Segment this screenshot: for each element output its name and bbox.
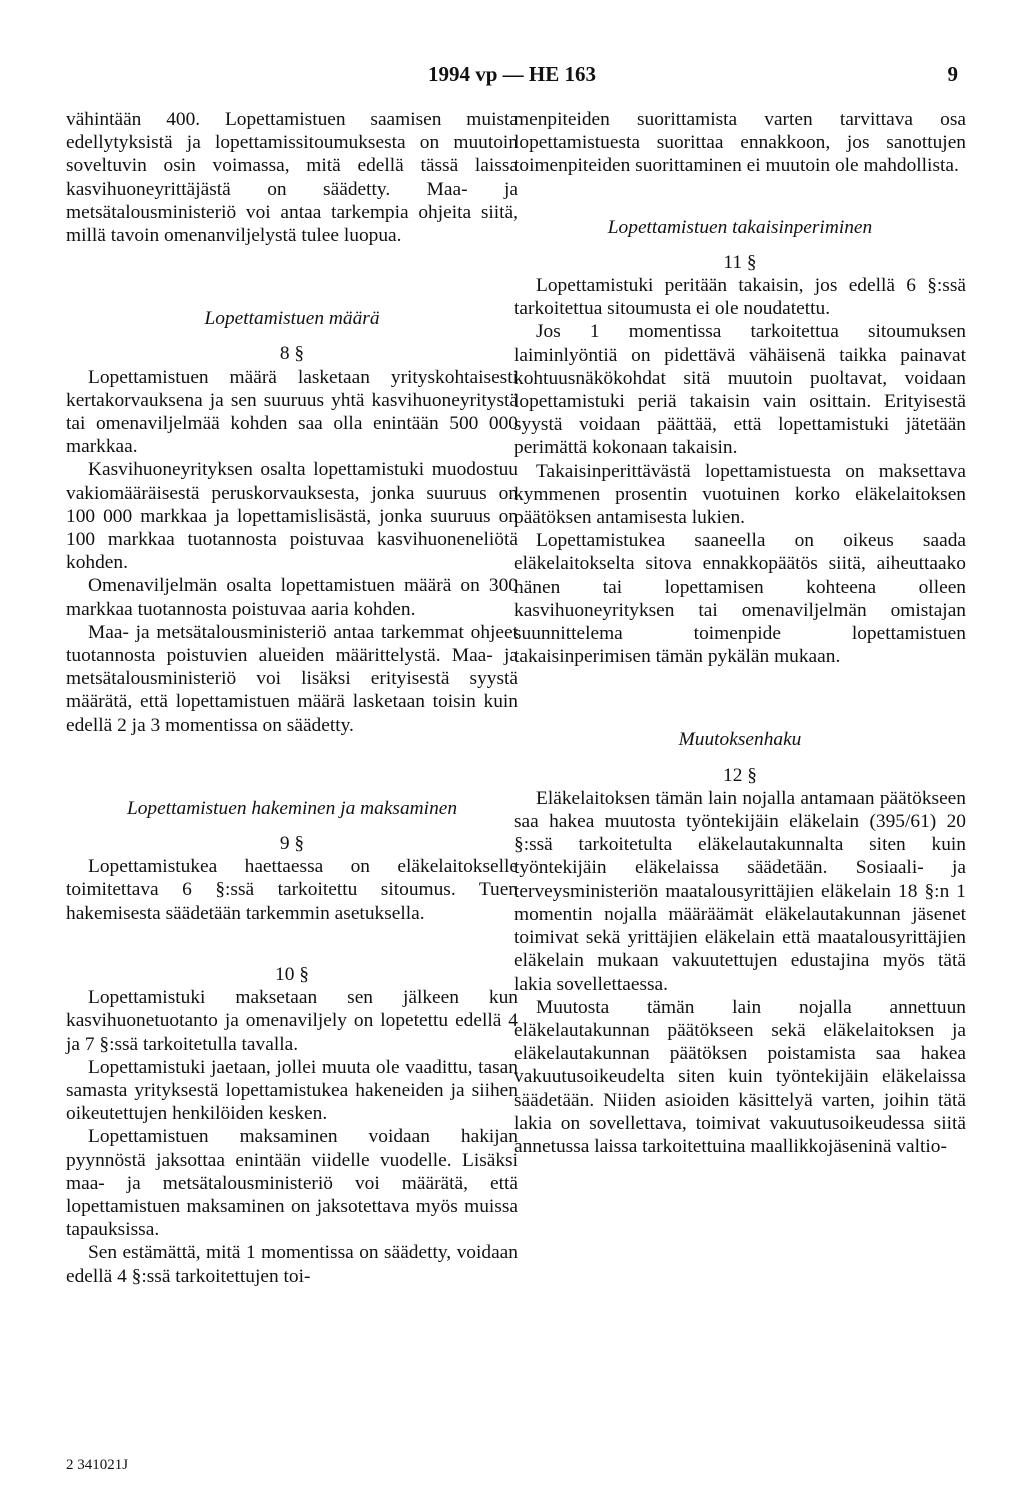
page-header-title: 1994 vp — HE 163 xyxy=(427,62,597,86)
paragraph: menpiteiden suorittamista varten tarvittava osa lopettamistuesta suorittaa ennakkoon, jos sanottujen toimenpiteiden suorittaminen ei muutoin ole mahdollista. xyxy=(514,109,966,177)
section-heading: Muutoksenhaku xyxy=(678,729,802,751)
paragraph: Lopettamistuki peritään takaisin, jos edellä 6 §:ssä tarkoitettua sitoumusta ei ole noudatettu. xyxy=(514,275,966,320)
paragraph: Kasvihuoneyrityksen osalta lopettamistuki muodostuu vakiomääräisestä peruskorvauksesta, jonka suuruus on 100 000 markkaa ja lopettamislisästä, jonka suuruus on 100 markkaa tuotannosta poistuvaa kasvihuoneneliötä kohden. xyxy=(66,459,518,574)
section-number: 11 § xyxy=(723,251,757,273)
paragraph: Lopettamistukea saaneella on oikeus saada eläkelaitokselta sitova ennakkopäätös siitä, aiheuttaako hänen tai lopettamisen kohteena olleen kasvihuoneyrityksen tai omenaviljelmän omistajan suunnittelema toimenpide lopettamistuen takaisinperimisen tämän pykälän mukaan. xyxy=(514,530,966,668)
paragraph: Muutosta tämän lain nojalla annettuun eläkelautakunnan päätökseen sekä eläkelaitoksen ja eläkelautakunnan päätöksen poistamista saa hakea vakuutusoikeudelta siten kuin työntekijäin eläkelaissa säädetään. Niiden asioiden käsittelyä varten, joihin tätä lakia on sovellettava, toimivat vakuutusoikeudessa siitä annetussa laissa tarkoitettuina maallikkojäseninä valtio- xyxy=(514,996,966,1157)
page-number: 9 xyxy=(947,62,958,86)
paragraph: Omenaviljelmän osalta lopettamistuen määrä on 300 markkaa tuotannosta poistuvaa aaria kohden. xyxy=(66,575,518,620)
paragraph: Maa- ja metsätalousministeriö antaa tarkemmat ohjeet tuotannosta poistuvien alueiden määrittelystä. Maa- ja metsätalousministeriö voi lisäksi erityisestä syystä määrätä, että lopettamistuen määrä lasketaan toisin kuin edellä 2 ja 3 momentissa on säädetty. xyxy=(66,621,518,736)
footer-code: 2 341021J xyxy=(66,1457,129,1473)
right-column xyxy=(514,108,966,1158)
section-heading: Lopettamistuen määrä xyxy=(204,308,380,330)
section-heading: Lopettamistuen hakeminen ja maksaminen xyxy=(126,797,458,819)
section-number: 9 § xyxy=(279,833,305,855)
section-number: 8 § xyxy=(279,343,305,365)
paragraph: vähintään 400. Lopettamistuen saamisen muista edellytyksistä ja lopettamissitoumuksesta on muutoin soveltuvin osin voimassa, mitä edellä tässä laissa kasvihuoneyrittäjästä on säädetty. Maa- ja metsätalousministeriö voi antaa tarkempia ohjeita siitä, millä tavoin omenanviljelystä tulee luopua. xyxy=(66,109,518,247)
paragraph: Eläkelaitoksen tämän lain nojalla antamaan päätökseen saa hakea muutosta työntekijäin eläkelain (395/61) 20 §:ssä tarkoitetulta eläkelautakunnalta siten kuin työntekijäin eläkelaissa säädetään. Sosiaali- ja terveysministeriön maatalousyrittäjien eläkelain 18 §:n 1 momentin nojalla määräämät eläkelautakunnan jäsenet toimivat sekä yrittäjien eläkelain että maatalousyrittäjien eläkelain mukaan vakuutettujen edustajina myös tätä lakia sovellettaessa. xyxy=(514,787,966,995)
paragraph: Lopettamistuen maksaminen voidaan hakijan pyynnöstä jaksottaa enintään viidelle vuodelle. Lisäksi maa- ja metsätalousministeriö voi määrätä, että lopettamistuen maksaminen on jaksotettava myös muissa tapauksissa. xyxy=(66,1126,518,1241)
paragraph: Takaisinperittävästä lopettamistuesta on maksettava kymmenen prosentin vuotuinen korko eläkelaitoksen päätöksen antamisesta lukien. xyxy=(514,460,966,529)
section-number: 12 § xyxy=(723,764,757,786)
paragraph: Sen estämättä, mitä 1 momentissa on säädetty, voidaan edellä 4 §:ssä tarkoitettujen toi- xyxy=(66,1242,518,1287)
paragraph: Lopettamistukea haettaessa on eläkelaitokselle toimitettava 6 §:ssä tarkoitettu sitoumus. Tuen hakemisesta säädetään tarkemmin asetuksella. xyxy=(66,856,518,924)
paragraph: Lopettamistuen määrä lasketaan yrityskohtaisesti kertakorvauksena ja sen suuruus yhtä kasvihuoneyritystä tai omenaviljelmää kohden saa olla enintään 500 000 markkaa. xyxy=(66,366,518,458)
section-heading: Lopettamistuen takaisinperiminen xyxy=(607,216,873,238)
paragraph: Lopettamistuki jaetaan, jollei muuta ole vaadittu, tasan samasta yrityksestä lopettamistukea hakeneiden ja siihen oikeutettujen henkilöiden kesken. xyxy=(66,1056,518,1125)
section-number: 10 § xyxy=(275,963,309,985)
paragraph: Jos 1 momentissa tarkoitettua sitoumuksen laiminlyöntiä on pidettävä vähäisenä taikka painavat kohtuusnäkökohdat sitä muutoin puoltavat, voidaan lopettamistuki periä takaisin vain osittain. Erityisestä syystä voidaan päättää, että lopettamistuki jätetään perimättä kokonaan takaisin. xyxy=(514,321,966,459)
paragraph: Lopettamistuki maksetaan sen jälkeen kun kasvihuonetuotanto ja omenaviljely on lopetettu edellä 4 ja 7 §:ssä tarkoitetulla tavalla. xyxy=(66,987,518,1055)
left-column xyxy=(66,108,518,1288)
